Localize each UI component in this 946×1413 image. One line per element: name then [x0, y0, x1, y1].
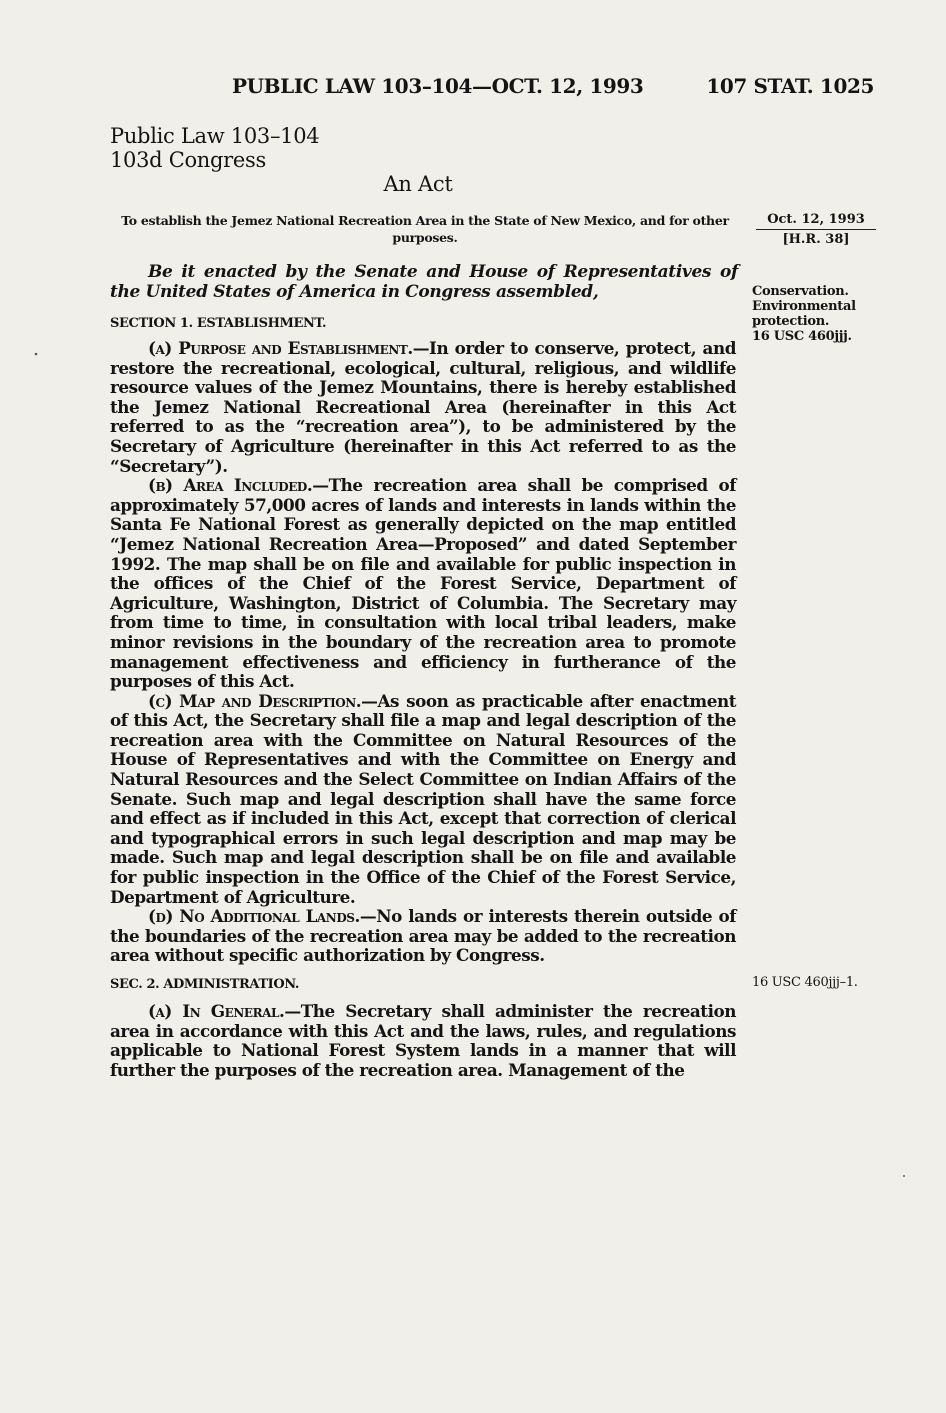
section-1-heading: SECTION 1. ESTABLISHMENT. [110, 316, 327, 331]
purpose-statement: To establish the Jemez National Recreation Area in the State of New Mexico, and for other purposes. [121, 213, 729, 245]
paragraph-text: —The recreation area shall be comprised of approximately 57,000 acres of lands and interests in lands within the Santa Fe National Forest as generally depicted on the map entitled “Jemez National Recreation Area—Proposed” and dated September 1992. The map shall be on file and available for public inspection in the offices of the Chief of the Forest Service, Department of Agriculture, Washington, District of Columbia. The Secretary may from time to time, in consultation with local tribal leaders, make minor revisions in the boundary of the recreation area to promote management effectiveness and efficiency in furtherance of the purposes of this Act. [110, 475, 736, 692]
margin-usc-citation-sec2: 16 USC 460jjj–1. [752, 975, 858, 990]
statute-reference: 107 STAT. 1025 [706, 74, 874, 98]
margin-usc-citation: 16 USC 460jjj. [752, 329, 852, 344]
margin-topic-line: Environmental [752, 299, 856, 314]
enacting-clause: Be it enacted by the Senate and House of Representatives of the United States of America in Congress assembled, [110, 262, 738, 302]
margin-topic-line: Conservation. [752, 284, 849, 299]
running-head: PUBLIC LAW 103–104—OCT. 12, 1993 [232, 74, 644, 98]
paragraph-label: (a) In General. [148, 1001, 285, 1021]
margin-rule [756, 229, 876, 230]
paragraph [110, 907, 736, 966]
paragraph-text: —As soon as practicable after enactment of this Act, the Secretary shall file a map and legal description of the recreation area with the Committee on Natural Resources of the House of Representatives and with the Committee on Energy and Natural Resources and the Select Committee on Indian Affairs of the Senate. Such map and legal description shall have the same force and effect as if included in this Act, except that correction of clerical and typographical errors in such legal description and map may be made. Such map and legal description shall be on file and available for public inspection in the Office of the Chief of the Forest Service, Department of Agriculture. [110, 690, 736, 907]
section-2-body [110, 1002, 736, 1080]
section-1-body [110, 339, 736, 966]
margin-topic-note [752, 284, 882, 344]
scan-speck [35, 353, 38, 356]
section-2-heading: SEC. 2. ADMINISTRATION. [110, 977, 300, 992]
public-law-number: Public Law 103–104 [110, 124, 320, 148]
law-title-block [110, 124, 319, 172]
paragraph [110, 692, 736, 908]
paragraph [110, 1002, 736, 1080]
paragraph-text: —No lands or interests therein outside of the boundaries of the recreation area may be added to the recreation area without specific authorization by Congress. [110, 906, 736, 966]
bill-number: [H.R. 38] [782, 232, 850, 247]
paragraph-label: (b) Area Included. [148, 475, 313, 496]
paragraph-label: (d) No Additional Lands. [148, 906, 360, 927]
paragraph [110, 339, 736, 476]
paragraph-text: —The Secretary shall administer the recreation area in accordance with this Act and the laws, rules, and regulations applicable to National Forest System lands in a manner that will further the purposes of the recreation area. Management of the [110, 1001, 736, 1080]
congress-number: 103d Congress [110, 148, 266, 172]
paragraph [110, 476, 736, 692]
act-heading: An Act [383, 172, 453, 196]
margin-topic-line: protection. [752, 314, 830, 329]
margin-date-note [756, 211, 876, 248]
paragraph-text: —In order to conserve, protect, and restore the recreational, ecological, cultural, religious, and wildlife resource values of the Jemez Mountains, there is hereby established the Jemez National Recreational Area (hereinafter in this Act referred to as the “recreation area”), to be administered by the Secretary of Agriculture (hereinafter in this Act referred to as the “Secretary”). [110, 338, 736, 476]
scan-speck [903, 1175, 905, 1177]
paragraph-label: (c) Map and Description. [148, 690, 362, 711]
paragraph-label: (a) Purpose and Establishment. [148, 338, 413, 358]
enactment-date: Oct. 12, 1993 [767, 212, 865, 227]
